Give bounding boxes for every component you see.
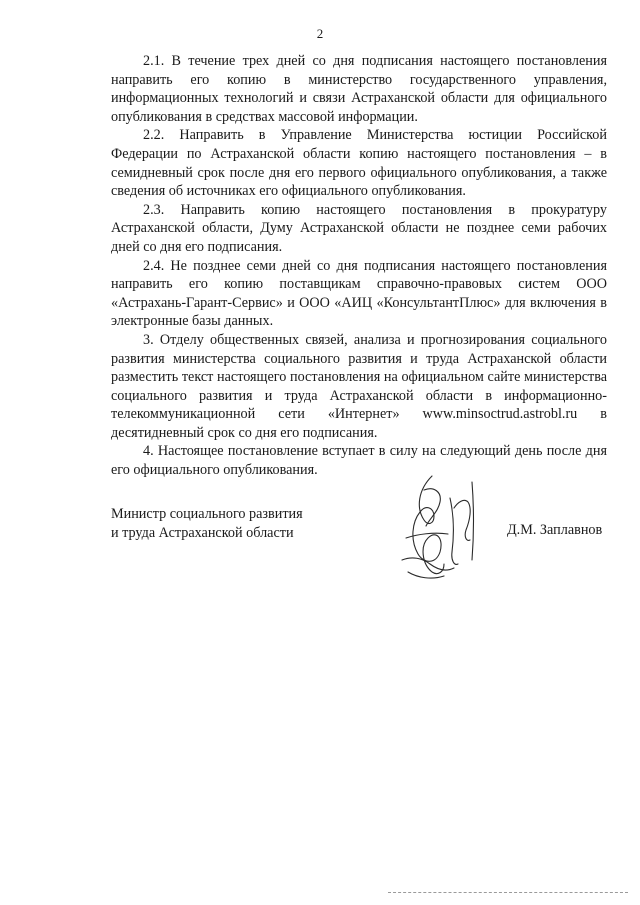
paragraph-4: 4. Настоящее постановление вступает в силу на следующий день после дня его официального опубликования. [111,443,607,479]
page-number: 2 [316,26,324,41]
paragraph-2-1: 2.1. В течение трех дней со дня подписания настоящего постановления направить его копию в министерство государственного управления, информационных технологий и связи Астраханской области для официального опубликования в средствах массовой информации. [111,53,607,125]
signatory-name: Д.М. Заплавнов [507,522,603,538]
handwritten-signature [388,468,488,588]
footer-rule [388,892,628,893]
signatory-title [111,505,371,543]
paragraph-2-2: 2.2. Направить в Управление Министерства юстиции Российской Федерации по Астраханской области копию настоящего постановления – в семидневный срок после дня его первого официального опубликования, а также сведения об источниках его официального опубликования. [111,127,607,200]
paragraph-2-3: 2.3. Направить копию настоящего постановления в прокуратуру Астраханской области, Думу Астраханской области не позднее семи рабочих дней со дня его подписания. [111,201,607,255]
signatory-title-line1: Министр социального развития [111,506,303,522]
paragraph-3: 3. Отделу общественных связей, анализа и прогнозирования социального развития министерства социального развития и труда Астраханской области разместить текст настоящего постановления на официальном сайте министерства социального развития и труда Астраханской области в информационно-телекоммуникационной сети «Интернет» www.minsoctrud.astrobl.ru в десятидневный срок со дня его подписания. [111,331,607,441]
paragraph-2-4: 2.4. Не позднее семи дней со дня подписания настоящего постановления направить его копию поставщикам справочно-правовых систем ООО «Астрахань-Гарант-Сервис» и ООО «АИЦ «КонсультантПлюс» для включения в электронные базы данных. [111,257,607,330]
document-body [111,52,607,480]
signatory-title-line2: и труда Астраханской области [111,525,294,541]
